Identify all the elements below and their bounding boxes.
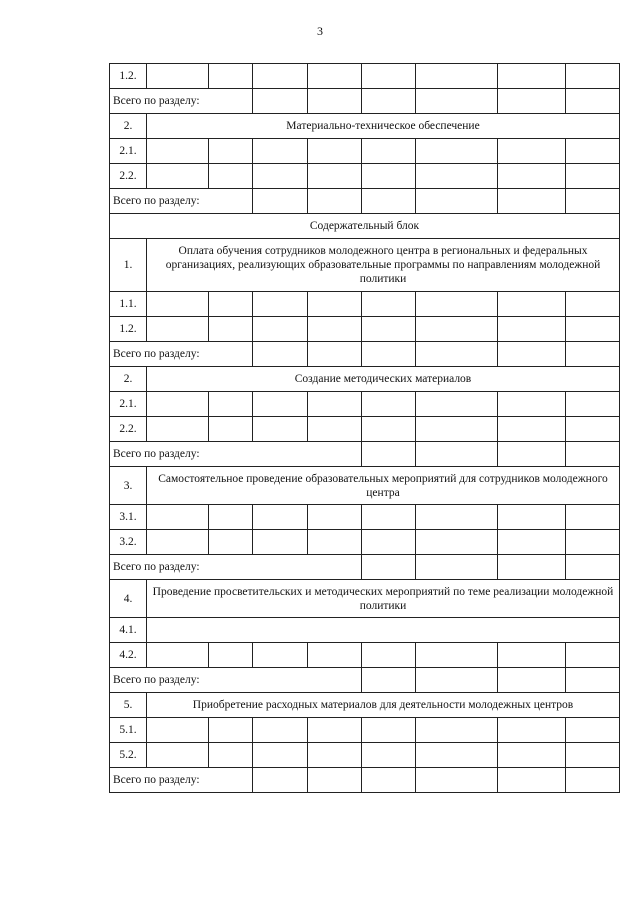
data-cell[interactable] <box>308 417 362 442</box>
data-cell[interactable] <box>416 139 498 164</box>
section-title: Проведение просветительских и методических мероприятий по теме реализации молодежной политики <box>147 580 620 618</box>
data-cell[interactable] <box>416 64 498 89</box>
section-title: Приобретение расходных материалов для деятельности молодежных центров <box>147 693 620 718</box>
data-cell[interactable] <box>147 392 209 417</box>
data-cell[interactable] <box>308 743 362 768</box>
total-cell[interactable] <box>498 555 566 580</box>
total-cell[interactable] <box>566 342 620 367</box>
data-cell[interactable] <box>308 643 362 668</box>
data-cell[interactable] <box>566 718 620 743</box>
data-cell[interactable] <box>209 417 253 442</box>
total-cell[interactable] <box>308 189 362 214</box>
data-cell[interactable] <box>566 317 620 342</box>
data-cell[interactable] <box>498 417 566 442</box>
data-cell[interactable] <box>147 417 209 442</box>
data-cell[interactable] <box>147 292 209 317</box>
section-title: Самостоятельное проведение образовательных мероприятий для сотрудников молодежного центра <box>147 467 620 505</box>
data-cell[interactable] <box>362 505 416 530</box>
section-header-row <box>110 114 620 139</box>
data-cell[interactable] <box>147 643 209 668</box>
table-row <box>110 417 620 442</box>
data-cell[interactable] <box>308 139 362 164</box>
data-cell[interactable] <box>147 317 209 342</box>
section-header-row <box>110 693 620 718</box>
data-cell[interactable] <box>498 317 566 342</box>
section-total-label: Всего по разделу: <box>110 668 362 693</box>
total-cell[interactable] <box>362 768 416 793</box>
section-number: 2. <box>110 367 147 392</box>
total-cell[interactable] <box>253 189 308 214</box>
data-cell[interactable] <box>308 505 362 530</box>
data-cell[interactable] <box>416 392 498 417</box>
section-total-label: Всего по разделу: <box>110 89 253 114</box>
table-row <box>110 530 620 555</box>
total-cell[interactable] <box>498 442 566 467</box>
table-row <box>110 292 620 317</box>
data-cell[interactable] <box>498 292 566 317</box>
data-cell[interactable] <box>209 292 253 317</box>
row-number: 4.1. <box>110 618 147 643</box>
data-cell[interactable] <box>566 292 620 317</box>
data-cell[interactable] <box>566 392 620 417</box>
total-cell[interactable] <box>416 668 498 693</box>
data-cell[interactable] <box>308 164 362 189</box>
total-cell[interactable] <box>566 442 620 467</box>
data-cell[interactable] <box>253 292 308 317</box>
data-cell[interactable] <box>566 643 620 668</box>
block-header-row <box>110 214 620 239</box>
data-cell[interactable] <box>253 164 308 189</box>
data-cell[interactable] <box>498 643 566 668</box>
data-cell[interactable] <box>362 718 416 743</box>
data-cell[interactable] <box>209 392 253 417</box>
data-cell[interactable] <box>209 718 253 743</box>
total-cell[interactable] <box>362 342 416 367</box>
data-cell[interactable] <box>253 417 308 442</box>
total-cell[interactable] <box>308 768 362 793</box>
section-total-row <box>110 342 620 367</box>
data-cell[interactable] <box>308 530 362 555</box>
data-cell[interactable] <box>209 743 253 768</box>
total-cell[interactable] <box>566 89 620 114</box>
section-title: Создание методических материалов <box>147 367 620 392</box>
section-total-label: Всего по разделу: <box>110 555 362 580</box>
total-cell[interactable] <box>416 89 498 114</box>
data-cell[interactable] <box>147 164 209 189</box>
table-row <box>110 164 620 189</box>
data-cell[interactable] <box>362 317 416 342</box>
row-number: 3.1. <box>110 505 147 530</box>
data-cell[interactable] <box>498 64 566 89</box>
data-cell[interactable] <box>253 643 308 668</box>
data-cell[interactable] <box>416 417 498 442</box>
row-number: 1.2. <box>110 64 147 89</box>
data-cell[interactable] <box>362 292 416 317</box>
data-cell[interactable] <box>566 530 620 555</box>
section-title: Оплата обучения сотрудников молодежного центра в региональных и федеральных организациях, реализующих образовательные программы по направлениям молодежной политики <box>147 239 620 292</box>
total-cell[interactable] <box>308 342 362 367</box>
data-cell[interactable] <box>209 317 253 342</box>
data-cell[interactable] <box>308 718 362 743</box>
total-cell[interactable] <box>566 189 620 214</box>
section-header-row <box>110 367 620 392</box>
table-row <box>110 643 620 668</box>
data-cell[interactable] <box>147 618 620 643</box>
data-cell[interactable] <box>498 139 566 164</box>
section-total-label: Всего по разделу: <box>110 768 253 793</box>
data-cell[interactable] <box>566 505 620 530</box>
block-title: Содержательный блок <box>110 214 620 239</box>
row-number: 4.2. <box>110 643 147 668</box>
data-cell[interactable] <box>253 505 308 530</box>
section-total-row <box>110 89 620 114</box>
data-cell[interactable] <box>308 292 362 317</box>
data-cell[interactable] <box>566 417 620 442</box>
total-cell[interactable] <box>566 768 620 793</box>
data-cell[interactable] <box>253 139 308 164</box>
data-cell[interactable] <box>416 530 498 555</box>
table-row <box>110 743 620 768</box>
data-cell[interactable] <box>209 139 253 164</box>
data-cell[interactable] <box>498 718 566 743</box>
table-row <box>110 718 620 743</box>
total-cell[interactable] <box>416 768 498 793</box>
data-cell[interactable] <box>253 718 308 743</box>
section-total-row <box>110 768 620 793</box>
section-total-row <box>110 668 620 693</box>
data-cell[interactable] <box>362 64 416 89</box>
data-cell[interactable] <box>362 417 416 442</box>
total-cell[interactable] <box>566 555 620 580</box>
section-header-row <box>110 239 620 292</box>
section-total-row <box>110 555 620 580</box>
data-cell[interactable] <box>362 643 416 668</box>
total-cell[interactable] <box>253 768 308 793</box>
section-number: 5. <box>110 693 147 718</box>
data-cell[interactable] <box>209 530 253 555</box>
data-cell[interactable] <box>253 64 308 89</box>
data-cell[interactable] <box>362 530 416 555</box>
total-cell[interactable] <box>566 668 620 693</box>
data-cell[interactable] <box>416 718 498 743</box>
total-cell[interactable] <box>362 668 416 693</box>
total-cell[interactable] <box>362 189 416 214</box>
total-cell[interactable] <box>253 89 308 114</box>
table-row <box>110 392 620 417</box>
data-cell[interactable] <box>362 139 416 164</box>
data-cell[interactable] <box>416 643 498 668</box>
data-cell[interactable] <box>147 505 209 530</box>
total-cell[interactable] <box>498 768 566 793</box>
data-cell[interactable] <box>566 164 620 189</box>
total-cell[interactable] <box>498 342 566 367</box>
row-number: 1.2. <box>110 317 147 342</box>
data-cell[interactable] <box>498 743 566 768</box>
total-cell[interactable] <box>253 342 308 367</box>
table-row <box>110 505 620 530</box>
row-number: 2.1. <box>110 392 147 417</box>
total-cell[interactable] <box>416 342 498 367</box>
row-number: 2.2. <box>110 417 147 442</box>
section-header-row <box>110 467 620 505</box>
data-cell[interactable] <box>362 392 416 417</box>
total-cell[interactable] <box>498 89 566 114</box>
data-cell[interactable] <box>308 317 362 342</box>
data-cell[interactable] <box>416 505 498 530</box>
total-cell[interactable] <box>362 555 416 580</box>
data-cell[interactable] <box>147 530 209 555</box>
section-total-row <box>110 442 620 467</box>
data-cell[interactable] <box>209 164 253 189</box>
row-number: 5.2. <box>110 743 147 768</box>
data-cell[interactable] <box>416 317 498 342</box>
data-cell[interactable] <box>209 643 253 668</box>
total-cell[interactable] <box>416 555 498 580</box>
data-cell[interactable] <box>566 139 620 164</box>
table-row <box>110 618 620 643</box>
total-cell[interactable] <box>362 89 416 114</box>
page-number: 3 <box>317 24 323 38</box>
section-total-label: Всего по разделу: <box>110 342 253 367</box>
data-cell[interactable] <box>416 164 498 189</box>
section-total-row <box>110 189 620 214</box>
row-number: 5.1. <box>110 718 147 743</box>
data-cell[interactable] <box>498 505 566 530</box>
data-cell[interactable] <box>209 505 253 530</box>
section-number: 3. <box>110 467 147 505</box>
total-cell[interactable] <box>498 668 566 693</box>
total-cell[interactable] <box>308 89 362 114</box>
data-cell[interactable] <box>498 392 566 417</box>
section-number: 4. <box>110 580 147 618</box>
data-cell[interactable] <box>416 743 498 768</box>
table-row <box>110 317 620 342</box>
table-row <box>110 64 620 89</box>
data-cell[interactable] <box>566 743 620 768</box>
data-cell[interactable] <box>147 718 209 743</box>
data-cell[interactable] <box>498 164 566 189</box>
data-cell[interactable] <box>362 164 416 189</box>
budget-table <box>109 63 620 793</box>
data-cell[interactable] <box>253 392 308 417</box>
row-number: 2.1. <box>110 139 147 164</box>
data-cell[interactable] <box>147 64 209 89</box>
section-number: 2. <box>110 114 147 139</box>
data-cell[interactable] <box>416 292 498 317</box>
total-cell[interactable] <box>362 442 416 467</box>
total-cell[interactable] <box>498 189 566 214</box>
section-number: 1. <box>110 239 147 292</box>
data-cell[interactable] <box>308 392 362 417</box>
section-total-label: Всего по разделу: <box>110 442 362 467</box>
data-cell[interactable] <box>147 743 209 768</box>
table-row <box>110 139 620 164</box>
data-cell[interactable] <box>253 530 308 555</box>
total-cell[interactable] <box>416 189 498 214</box>
data-cell[interactable] <box>253 317 308 342</box>
data-cell[interactable] <box>147 139 209 164</box>
section-title: Материально-техническое обеспечение <box>147 114 620 139</box>
data-cell[interactable] <box>209 64 253 89</box>
data-cell[interactable] <box>362 743 416 768</box>
data-cell[interactable] <box>308 64 362 89</box>
data-cell[interactable] <box>253 743 308 768</box>
total-cell[interactable] <box>416 442 498 467</box>
row-number: 2.2. <box>110 164 147 189</box>
row-number: 3.2. <box>110 530 147 555</box>
row-number: 1.1. <box>110 292 147 317</box>
data-cell[interactable] <box>566 64 620 89</box>
section-header-row <box>110 580 620 618</box>
section-total-label: Всего по разделу: <box>110 189 253 214</box>
data-cell[interactable] <box>498 530 566 555</box>
